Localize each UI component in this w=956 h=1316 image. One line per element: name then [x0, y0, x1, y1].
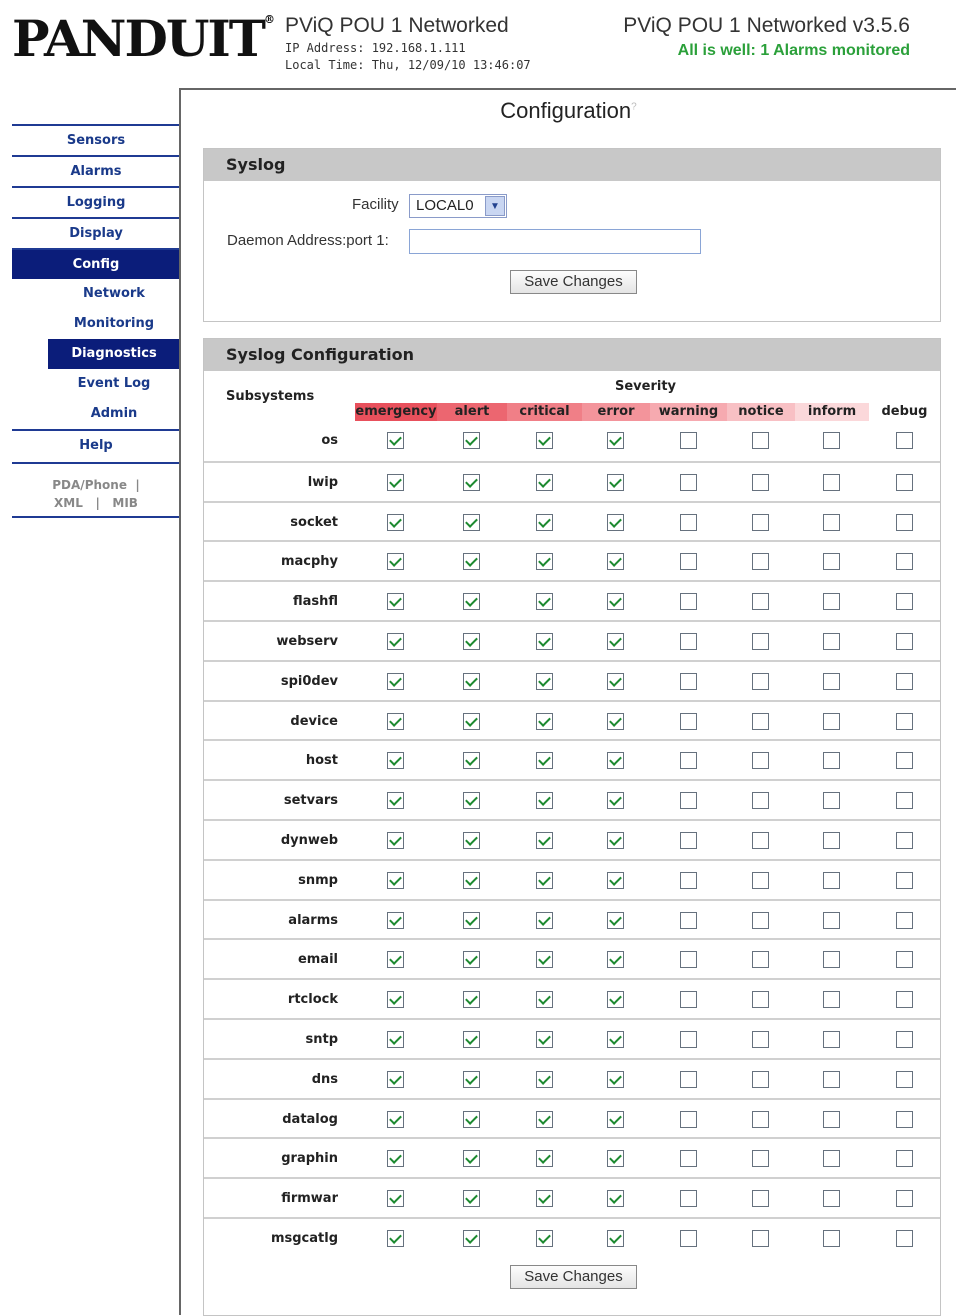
- checkbox-os-notice[interactable]: [752, 432, 769, 449]
- checkbox-sntp-emergency[interactable]: [387, 1031, 404, 1048]
- severity-col-notice: notice: [727, 403, 795, 421]
- checkbox-webserv-inform[interactable]: [823, 633, 840, 650]
- table-row: [204, 819, 940, 859]
- checkbox-webserv-error[interactable]: [607, 633, 624, 650]
- checkbox-alarms-warning[interactable]: [680, 912, 697, 929]
- checkbox-rtclock-notice[interactable]: [752, 991, 769, 1008]
- checkbox-setvars-critical[interactable]: [536, 792, 553, 809]
- checkbox-webserv-critical[interactable]: [536, 633, 553, 650]
- checkbox-msgcatlg-alert[interactable]: [463, 1230, 480, 1247]
- severity-col-alert: alert: [437, 403, 507, 421]
- checkbox-email-critical[interactable]: [536, 951, 553, 968]
- checkbox-msgcatlg-warning[interactable]: [680, 1230, 697, 1247]
- checkbox-email-error[interactable]: [607, 951, 624, 968]
- subsystem-name: socket: [290, 514, 338, 530]
- local-time: Local Time: Thu, 12/09/10 13:46:07: [285, 58, 531, 72]
- checkbox-setvars-emergency[interactable]: [387, 792, 404, 809]
- subsystem-name: dynweb: [280, 832, 338, 848]
- checkbox-webserv-warning[interactable]: [680, 633, 697, 650]
- checkbox-datalog-inform[interactable]: [823, 1111, 840, 1128]
- checkbox-graphin-critical[interactable]: [536, 1150, 553, 1167]
- link-mib[interactable]: MIB: [112, 496, 138, 510]
- checkbox-firmwar-debug[interactable]: [896, 1190, 913, 1207]
- checkbox-dynweb-notice[interactable]: [752, 832, 769, 849]
- checkbox-socket-alert[interactable]: [463, 514, 480, 531]
- checkbox-alarms-emergency[interactable]: [387, 912, 404, 929]
- status-message: All is well: 1 Alarms monitored: [677, 42, 910, 59]
- subsystems-header: Subsystems: [226, 389, 315, 404]
- checkbox-msgcatlg-critical[interactable]: [536, 1230, 553, 1247]
- checkbox-host-warning[interactable]: [680, 752, 697, 769]
- alt-links: [12, 464, 180, 516]
- checkbox-socket-warning[interactable]: [680, 514, 697, 531]
- checkbox-setvars-warning[interactable]: [680, 792, 697, 809]
- save-changes-button[interactable]: Save Changes: [510, 270, 637, 294]
- checkbox-datalog-alert[interactable]: [463, 1111, 480, 1128]
- checkbox-dynweb-alert[interactable]: [463, 832, 480, 849]
- checkbox-msgcatlg-debug[interactable]: [896, 1230, 913, 1247]
- table-row: [204, 938, 940, 978]
- table-row: [204, 580, 940, 620]
- checkbox-alarms-notice[interactable]: [752, 912, 769, 929]
- nav-item-config[interactable]: Config: [12, 248, 180, 279]
- checkbox-socket-critical[interactable]: [536, 514, 553, 531]
- checkbox-spi0dev-debug[interactable]: [896, 673, 913, 690]
- checkbox-dns-error[interactable]: [607, 1071, 624, 1088]
- checkbox-graphin-alert[interactable]: [463, 1150, 480, 1167]
- panduit-logo: [12, 9, 276, 68]
- checkbox-spi0dev-inform[interactable]: [823, 673, 840, 690]
- table-row: [204, 501, 940, 541]
- checkbox-sntp-inform[interactable]: [823, 1031, 840, 1048]
- table-row: [204, 779, 940, 819]
- subsystem-name: rtclock: [287, 992, 338, 1008]
- daemon-address-input[interactable]: [409, 229, 701, 254]
- checkbox-socket-debug[interactable]: [896, 514, 913, 531]
- checkbox-graphin-emergency[interactable]: [387, 1150, 404, 1167]
- table-row: [204, 1058, 940, 1098]
- main-content: [179, 88, 956, 1315]
- checkbox-setvars-notice[interactable]: [752, 792, 769, 809]
- syslog-heading: Syslog: [204, 149, 940, 181]
- checkbox-os-emergency[interactable]: [387, 432, 404, 449]
- checkbox-macphy-emergency[interactable]: [387, 553, 404, 570]
- checkbox-macphy-notice[interactable]: [752, 553, 769, 570]
- checkbox-flashfl-critical[interactable]: [536, 593, 553, 610]
- subsystem-name: graphin: [281, 1151, 338, 1167]
- checkbox-os-error[interactable]: [607, 432, 624, 449]
- checkbox-rtclock-inform[interactable]: [823, 991, 840, 1008]
- checkbox-sntp-critical[interactable]: [536, 1031, 553, 1048]
- checkbox-datalog-critical[interactable]: [536, 1111, 553, 1128]
- checkbox-flashfl-emergency[interactable]: [387, 593, 404, 610]
- checkbox-device-critical[interactable]: [536, 713, 553, 730]
- checkbox-setvars-debug[interactable]: [896, 792, 913, 809]
- table-row: [204, 1137, 940, 1177]
- checkbox-firmwar-alert[interactable]: [463, 1190, 480, 1207]
- checkbox-lwip-inform[interactable]: [823, 474, 840, 491]
- checkbox-email-alert[interactable]: [463, 951, 480, 968]
- table-row: [204, 899, 940, 939]
- nav-item-alarms[interactable]: Alarms: [12, 155, 180, 186]
- checkbox-dynweb-emergency[interactable]: [387, 832, 404, 849]
- checkbox-setvars-alert[interactable]: [463, 792, 480, 809]
- checkbox-rtclock-warning[interactable]: [680, 991, 697, 1008]
- subsystem-name: device: [290, 713, 338, 729]
- checkbox-firmwar-emergency[interactable]: [387, 1190, 404, 1207]
- link-xml[interactable]: XML: [54, 496, 83, 510]
- checkbox-rtclock-emergency[interactable]: [387, 991, 404, 1008]
- checkbox-webserv-alert[interactable]: [463, 633, 480, 650]
- checkbox-spi0dev-emergency[interactable]: [387, 673, 404, 690]
- checkbox-device-warning[interactable]: [680, 713, 697, 730]
- checkbox-macphy-critical[interactable]: [536, 553, 553, 570]
- checkbox-alarms-alert[interactable]: [463, 912, 480, 929]
- checkbox-spi0dev-notice[interactable]: [752, 673, 769, 690]
- chevron-down-icon[interactable]: ▼: [485, 196, 505, 216]
- checkbox-firmwar-error[interactable]: [607, 1190, 624, 1207]
- subsystem-name: macphy: [280, 554, 338, 570]
- checkbox-datalog-debug[interactable]: [896, 1111, 913, 1128]
- checkbox-alarms-debug[interactable]: [896, 912, 913, 929]
- checkbox-os-warning[interactable]: [680, 432, 697, 449]
- link-separator: |: [135, 478, 140, 492]
- checkbox-email-warning[interactable]: [680, 951, 697, 968]
- severity-col-emergency: emergency: [355, 404, 437, 419]
- nav-item-help[interactable]: Help: [12, 431, 180, 462]
- page-title-text: Configuration: [500, 98, 632, 123]
- checkbox-graphin-inform[interactable]: [823, 1150, 840, 1167]
- facility-label: Facility: [352, 196, 399, 213]
- device-title: PViQ POU 1 Networked: [285, 14, 509, 37]
- nav-item-sensors[interactable]: Sensors: [12, 124, 180, 155]
- checkbox-msgcatlg-inform[interactable]: [823, 1230, 840, 1247]
- checkbox-graphin-notice[interactable]: [752, 1150, 769, 1167]
- checkbox-setvars-error[interactable]: [607, 792, 624, 809]
- subsystem-name: datalog: [282, 1111, 338, 1127]
- checkbox-socket-inform[interactable]: [823, 514, 840, 531]
- severity-col-critical: critical: [507, 403, 582, 421]
- checkbox-flashfl-warning[interactable]: [680, 593, 697, 610]
- checkbox-sntp-debug[interactable]: [896, 1031, 913, 1048]
- checkbox-firmwar-critical[interactable]: [536, 1190, 553, 1207]
- checkbox-dynweb-critical[interactable]: [536, 832, 553, 849]
- checkbox-device-notice[interactable]: [752, 713, 769, 730]
- checkbox-flashfl-error[interactable]: [607, 593, 624, 610]
- facility-value: LOCAL0: [416, 197, 474, 214]
- checkbox-sntp-alert[interactable]: [463, 1031, 480, 1048]
- checkbox-spi0dev-critical[interactable]: [536, 673, 553, 690]
- checkbox-snmp-debug[interactable]: [896, 872, 913, 889]
- facility-select[interactable]: [409, 194, 507, 218]
- checkbox-os-debug[interactable]: [896, 432, 913, 449]
- checkbox-spi0dev-warning[interactable]: [680, 673, 697, 690]
- checkbox-dynweb-error[interactable]: [607, 832, 624, 849]
- version-status: [623, 14, 910, 60]
- checkbox-os-critical[interactable]: [536, 432, 553, 449]
- nav-sub-monitoring[interactable]: Monitoring: [48, 309, 180, 339]
- checkbox-webserv-emergency[interactable]: [387, 633, 404, 650]
- syslog-config-panel: [203, 338, 941, 1316]
- checkbox-socket-error[interactable]: [607, 514, 624, 531]
- checkbox-snmp-notice[interactable]: [752, 872, 769, 889]
- checkbox-webserv-debug[interactable]: [896, 633, 913, 650]
- help-wrapper: [12, 429, 180, 462]
- subsystem-name: webserv: [276, 633, 338, 649]
- checkbox-lwip-emergency[interactable]: [387, 474, 404, 491]
- link-separator: |: [95, 496, 100, 510]
- checkbox-rtclock-debug[interactable]: [896, 991, 913, 1008]
- subsystem-name: lwip: [307, 474, 338, 490]
- checkbox-dns-notice[interactable]: [752, 1071, 769, 1088]
- checkbox-os-alert[interactable]: [463, 432, 480, 449]
- nav-item-logging[interactable]: Logging: [12, 186, 180, 217]
- checkbox-device-emergency[interactable]: [387, 713, 404, 730]
- subsystem-name: snmp: [298, 872, 338, 888]
- severity-col-debug: debug: [869, 403, 940, 421]
- subsystem-rows: [204, 421, 940, 1257]
- checkbox-alarms-error[interactable]: [607, 912, 624, 929]
- checkbox-sntp-warning[interactable]: [680, 1031, 697, 1048]
- table-row: [204, 1018, 940, 1058]
- ip-address: IP Address: 192.168.1.111: [285, 41, 466, 55]
- table-row: [204, 739, 940, 779]
- subsystem-name: sntp: [305, 1031, 338, 1047]
- checkbox-snmp-error[interactable]: [607, 872, 624, 889]
- checkbox-host-emergency[interactable]: [387, 752, 404, 769]
- checkbox-flashfl-notice[interactable]: [752, 593, 769, 610]
- checkbox-dns-emergency[interactable]: [387, 1071, 404, 1088]
- checkbox-email-debug[interactable]: [896, 951, 913, 968]
- checkbox-lwip-alert[interactable]: [463, 474, 480, 491]
- nav-sub-network[interactable]: Network: [48, 279, 180, 309]
- table-row: [204, 540, 940, 580]
- checkbox-host-inform[interactable]: [823, 752, 840, 769]
- logo-text: PANDUIT: [12, 9, 265, 68]
- checkbox-host-alert[interactable]: [463, 752, 480, 769]
- table-row: [204, 421, 940, 461]
- checkbox-device-alert[interactable]: [463, 713, 480, 730]
- checkbox-rtclock-error[interactable]: [607, 991, 624, 1008]
- checkbox-datalog-error[interactable]: [607, 1111, 624, 1128]
- checkbox-snmp-warning[interactable]: [680, 872, 697, 889]
- table-row: [204, 660, 940, 700]
- table-row: [204, 461, 940, 501]
- checkbox-rtclock-alert[interactable]: [463, 991, 480, 1008]
- nav-divider: [12, 516, 180, 518]
- checkbox-flashfl-debug[interactable]: [896, 593, 913, 610]
- severity-columns: [355, 403, 940, 421]
- checkbox-firmwar-warning[interactable]: [680, 1190, 697, 1207]
- table-row: [204, 859, 940, 899]
- checkbox-setvars-inform[interactable]: [823, 792, 840, 809]
- nav-sub-event-log[interactable]: Event Log: [48, 369, 180, 399]
- device-info: [285, 14, 531, 72]
- checkbox-flashfl-inform[interactable]: [823, 593, 840, 610]
- checkbox-webserv-notice[interactable]: [752, 633, 769, 650]
- checkbox-rtclock-critical[interactable]: [536, 991, 553, 1008]
- checkbox-datalog-warning[interactable]: [680, 1111, 697, 1128]
- checkbox-host-notice[interactable]: [752, 752, 769, 769]
- checkbox-os-inform[interactable]: [823, 432, 840, 449]
- checkbox-msgcatlg-notice[interactable]: [752, 1230, 769, 1247]
- severity-header: Severity: [615, 379, 677, 394]
- checkbox-macphy-inform[interactable]: [823, 553, 840, 570]
- checkbox-msgcatlg-error[interactable]: [607, 1230, 624, 1247]
- syslog-panel: [203, 148, 941, 322]
- checkbox-email-inform[interactable]: [823, 951, 840, 968]
- subsystem-name: os: [321, 433, 338, 448]
- nav-item-display[interactable]: Display: [12, 217, 180, 248]
- link-pda-phone[interactable]: PDA/Phone: [52, 478, 127, 492]
- checkbox-host-critical[interactable]: [536, 752, 553, 769]
- checkbox-firmwar-inform[interactable]: [823, 1190, 840, 1207]
- checkbox-host-error[interactable]: [607, 752, 624, 769]
- checkbox-snmp-alert[interactable]: [463, 872, 480, 889]
- checkbox-email-notice[interactable]: [752, 951, 769, 968]
- checkbox-snmp-emergency[interactable]: [387, 872, 404, 889]
- checkbox-dns-alert[interactable]: [463, 1071, 480, 1088]
- table-row: [204, 1177, 940, 1217]
- checkbox-lwip-debug[interactable]: [896, 474, 913, 491]
- checkbox-lwip-notice[interactable]: [752, 474, 769, 491]
- checkbox-datalog-notice[interactable]: [752, 1111, 769, 1128]
- sidebar-nav: [12, 124, 180, 518]
- checkbox-socket-notice[interactable]: [752, 514, 769, 531]
- checkbox-spi0dev-error[interactable]: [607, 673, 624, 690]
- table-row: [204, 620, 940, 660]
- page-title: [181, 98, 956, 124]
- daemon-address-label: Daemon Address:port 1:: [227, 232, 389, 249]
- registered-mark-icon: ®: [264, 13, 276, 26]
- checkbox-macphy-debug[interactable]: [896, 553, 913, 570]
- severity-col-inform: inform: [795, 403, 869, 421]
- checkbox-alarms-critical[interactable]: [536, 912, 553, 929]
- subsystem-name: setvars: [283, 793, 338, 809]
- checkbox-dns-critical[interactable]: [536, 1071, 553, 1088]
- checkbox-graphin-debug[interactable]: [896, 1150, 913, 1167]
- checkbox-macphy-alert[interactable]: [463, 553, 480, 570]
- checkbox-msgcatlg-emergency[interactable]: [387, 1230, 404, 1247]
- checkbox-snmp-critical[interactable]: [536, 872, 553, 889]
- checkbox-alarms-inform[interactable]: [823, 912, 840, 929]
- checkbox-dynweb-debug[interactable]: [896, 832, 913, 849]
- table-row: [204, 700, 940, 740]
- checkbox-flashfl-alert[interactable]: [463, 593, 480, 610]
- subsystem-name: alarms: [288, 912, 338, 928]
- checkbox-macphy-warning[interactable]: [680, 553, 697, 570]
- table-row: [204, 978, 940, 1018]
- checkbox-graphin-warning[interactable]: [680, 1150, 697, 1167]
- checkbox-email-emergency[interactable]: [387, 951, 404, 968]
- checkbox-dns-inform[interactable]: [823, 1071, 840, 1088]
- syslog-config-heading: Syslog Configuration: [204, 339, 940, 371]
- table-row: [204, 1217, 940, 1257]
- checkbox-dynweb-warning[interactable]: [680, 832, 697, 849]
- table-row: [204, 1098, 940, 1138]
- checkbox-socket-emergency[interactable]: [387, 514, 404, 531]
- checkbox-device-inform[interactable]: [823, 713, 840, 730]
- checkbox-dns-warning[interactable]: [680, 1071, 697, 1088]
- subsystem-name: host: [305, 753, 338, 769]
- page-header: [0, 0, 956, 88]
- checkbox-dns-debug[interactable]: [896, 1071, 913, 1088]
- checkbox-macphy-error[interactable]: [607, 553, 624, 570]
- subsystem-name: flashfl: [292, 594, 338, 610]
- checkbox-device-error[interactable]: [607, 713, 624, 730]
- help-question-icon[interactable]: ?: [631, 101, 637, 113]
- severity-col-error: error: [582, 403, 650, 421]
- nav-sub-diagnostics[interactable]: Diagnostics: [48, 339, 180, 369]
- checkbox-dynweb-inform[interactable]: [823, 832, 840, 849]
- checkbox-sntp-notice[interactable]: [752, 1031, 769, 1048]
- checkbox-spi0dev-alert[interactable]: [463, 673, 480, 690]
- checkbox-datalog-emergency[interactable]: [387, 1111, 404, 1128]
- checkbox-lwip-critical[interactable]: [536, 474, 553, 491]
- severity-col-warning: warning: [650, 403, 727, 421]
- subsystem-name: dns: [311, 1071, 338, 1087]
- checkbox-lwip-warning[interactable]: [680, 474, 697, 491]
- subsystem-name: email: [297, 952, 338, 968]
- subsystem-name: firmwar: [281, 1191, 338, 1207]
- version-title: PViQ POU 1 Networked v3.5.6: [623, 14, 910, 37]
- save-changes-button[interactable]: Save Changes: [510, 1265, 637, 1289]
- subsystem-name: msgcatlg: [270, 1230, 338, 1246]
- checkbox-sntp-error[interactable]: [607, 1031, 624, 1048]
- checkbox-snmp-inform[interactable]: [823, 872, 840, 889]
- checkbox-device-debug[interactable]: [896, 713, 913, 730]
- checkbox-lwip-error[interactable]: [607, 474, 624, 491]
- nav-sub-admin[interactable]: Admin: [48, 399, 180, 429]
- subsystem-name: spi0dev: [280, 673, 338, 689]
- checkbox-host-debug[interactable]: [896, 752, 913, 769]
- checkbox-firmwar-notice[interactable]: [752, 1190, 769, 1207]
- checkbox-graphin-error[interactable]: [607, 1150, 624, 1167]
